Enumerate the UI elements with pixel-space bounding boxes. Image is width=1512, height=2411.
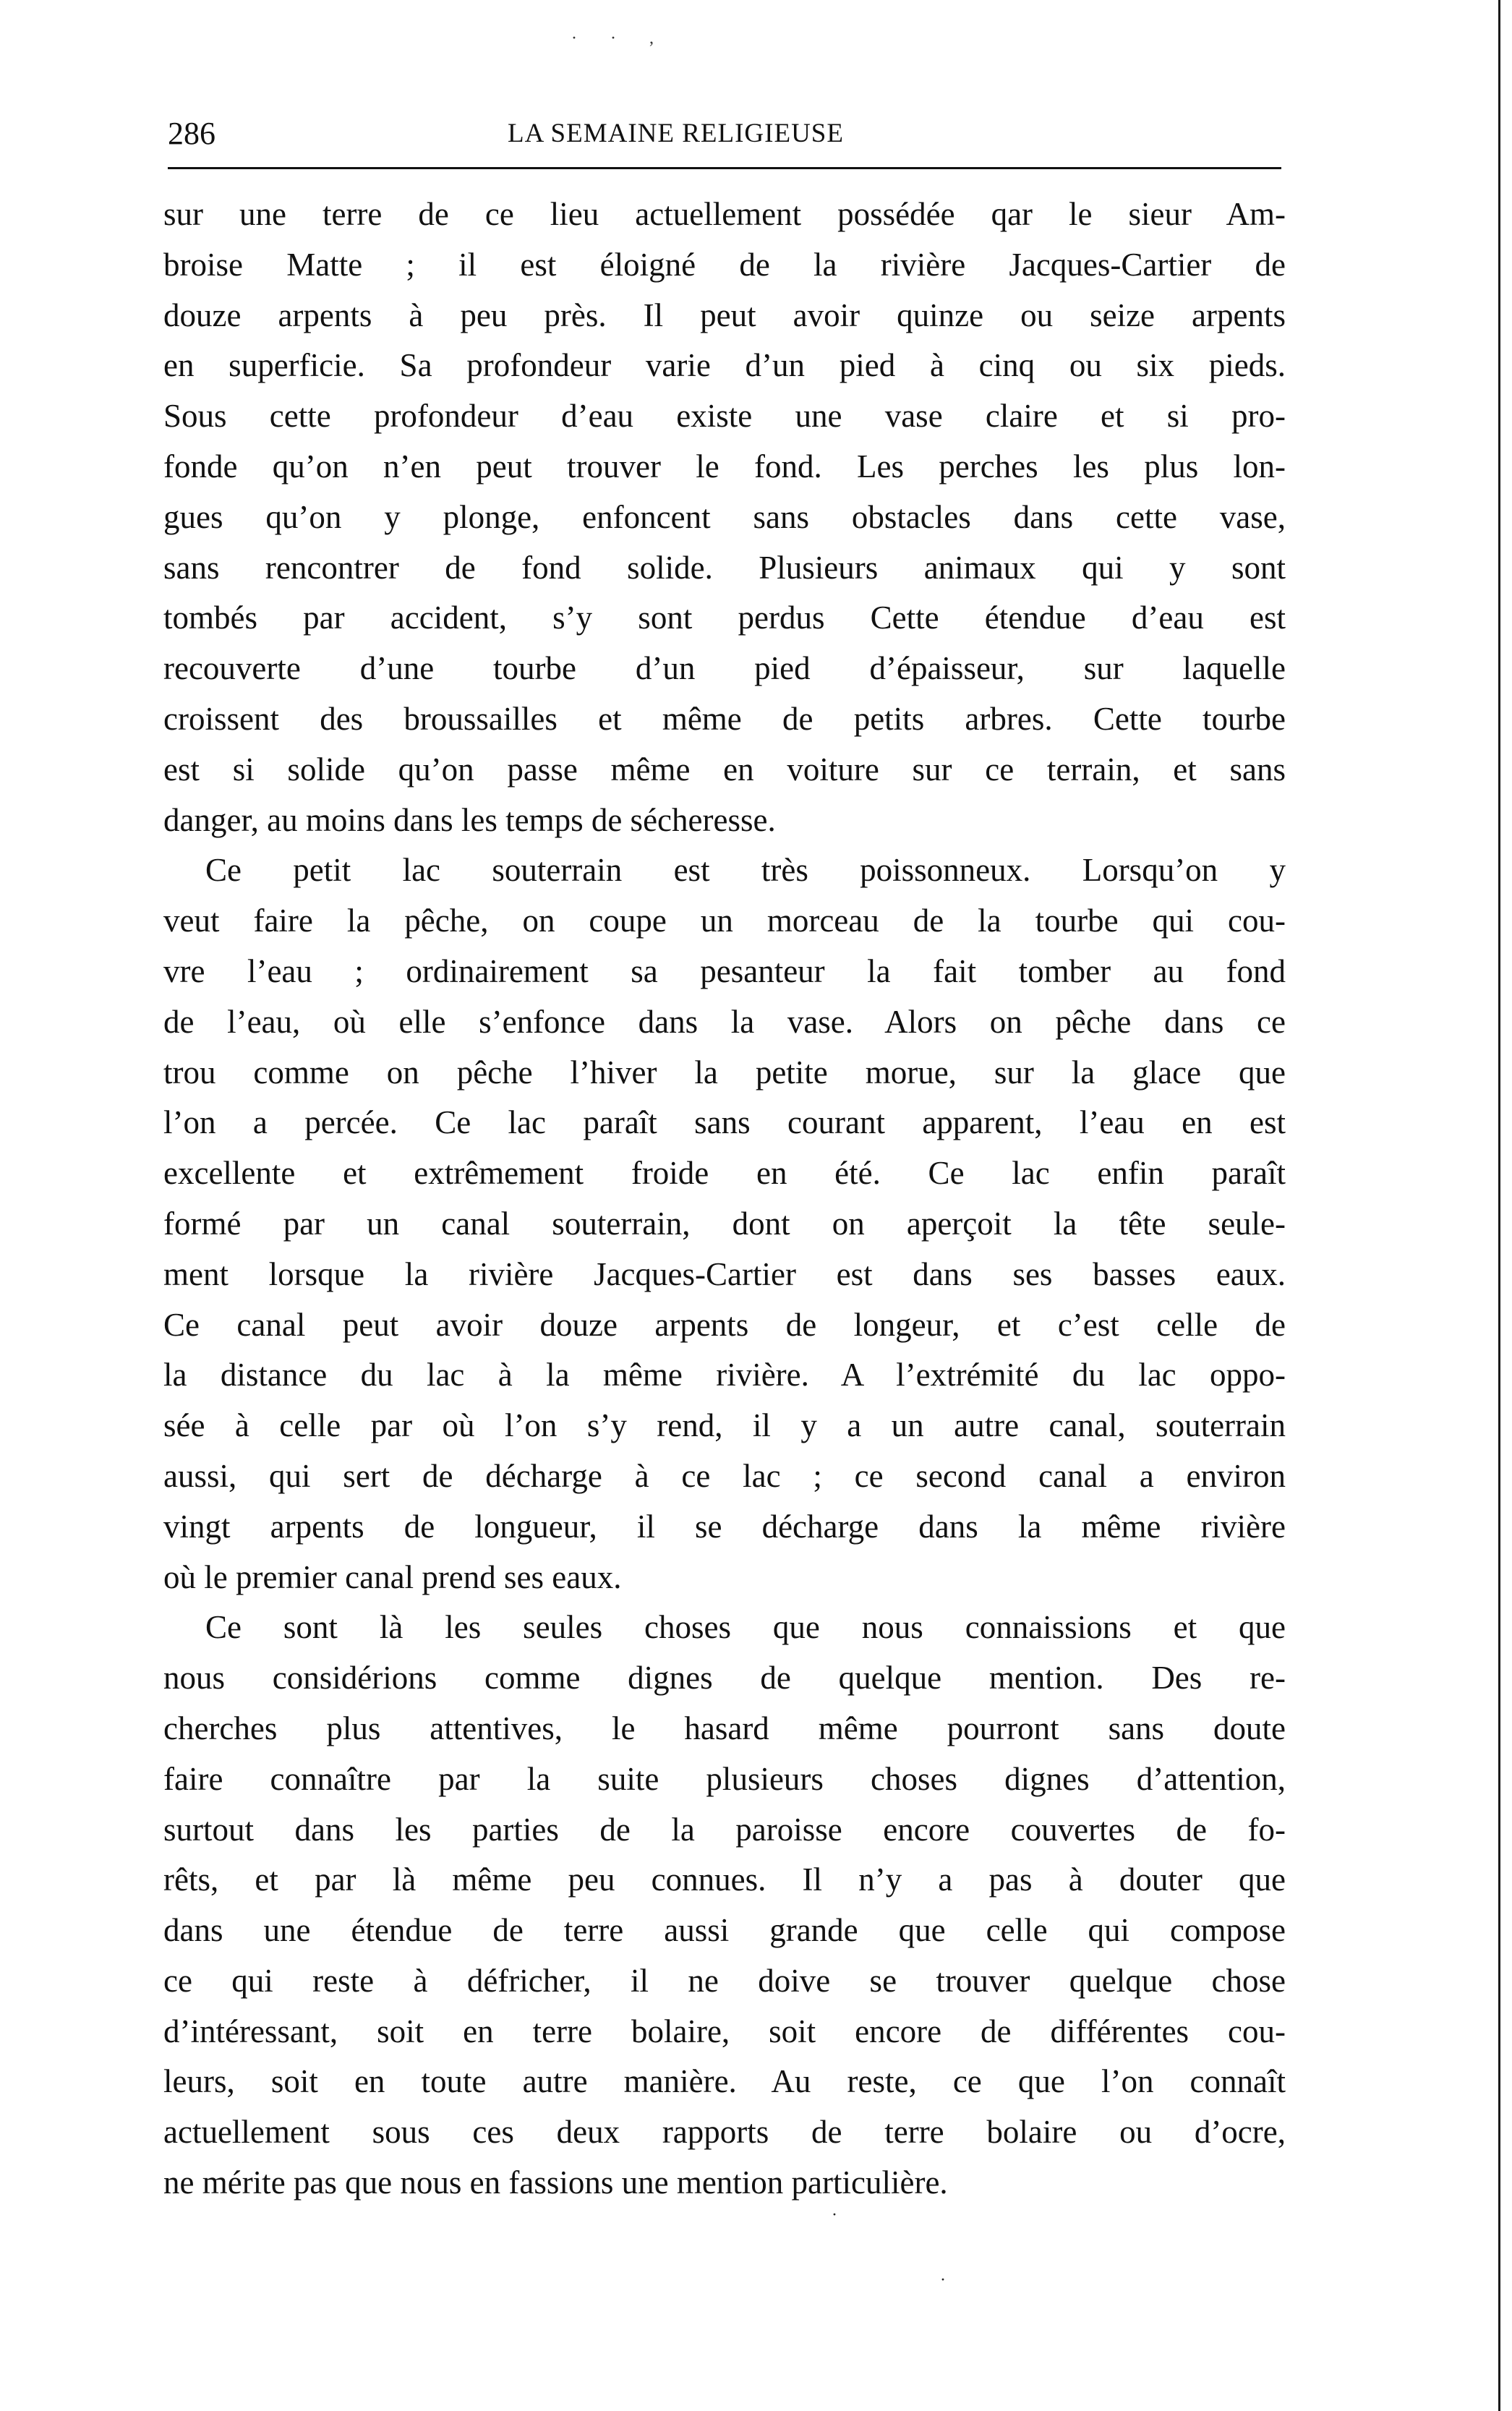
- text-line: sur une terre de ce lieu actuellement possédée qar le sieur Am-: [163, 196, 1286, 232]
- text-line: vingt arpents de longueur, il se décharge dans la même rivière: [163, 1508, 1286, 1545]
- text-line: veut faire la pêche, on coupe un morceau de la tourbe qui cou-: [163, 902, 1286, 939]
- text-line: d’intéressant, soit en terre bolaire, soit encore de différentes cou-: [163, 2013, 1286, 2049]
- paragraph-end-line: ne mérite pas que nous en fassions une mention particulière.: [163, 2164, 948, 2201]
- paragraph-start-line: Ce petit lac souterrain est très poissonneux. Lorsqu’on y: [205, 852, 1286, 889]
- page-header: [168, 112, 1281, 155]
- paragraph-end-line: danger, au moins dans les temps de sécheresse.: [163, 801, 776, 838]
- text-line: Sous cette profondeur d’eau existe une vase claire et si pro-: [163, 398, 1286, 435]
- text-line: vre l’eau ; ordinairement sa pesanteur la fait tomber au fond: [163, 952, 1286, 989]
- text-line: croissent des broussailles et même de petits arbres. Cette tourbe: [163, 700, 1286, 737]
- text-line: l’on a percée. Ce lac paraît sans courant apparent, l’eau en est: [163, 1104, 1286, 1141]
- text-line: faire connaître par la suite plusieurs choses dignes d’attention,: [163, 1760, 1286, 1797]
- text-line: dans une étendue de terre aussi grande que celle qui compose: [163, 1912, 1286, 1949]
- scan-speck: ·: [832, 2206, 837, 2224]
- text-line: gues qu’on y plonge, enfoncent sans obstacles dans cette vase,: [163, 498, 1286, 535]
- text-line: leurs, soit en toute autre manière. Au reste, ce que l’on connaît: [163, 2063, 1286, 2100]
- text-line: ce qui reste à défricher, il ne doive se trouver quelque chose: [163, 1962, 1286, 1999]
- text-line: en superficie. Sa profondeur varie d’un pied à cinq ou six pieds.: [163, 347, 1286, 384]
- text-line: de l’eau, où elle s’enfonce dans la vase. Alors on pêche dans ce: [163, 1003, 1286, 1040]
- text-line: Ce canal peut avoir douze arpents de longeur, et c’est celle de: [163, 1306, 1286, 1343]
- text-line: sée à celle par où l’on s’y rend, il y a un autre canal, souterrain: [163, 1407, 1286, 1444]
- page-number: 286: [168, 116, 215, 151]
- scan-edge-line: [1498, 0, 1500, 2411]
- scan-speck: ·: [940, 2271, 946, 2290]
- text-line: cherches plus attentives, le hasard même pourront sans doute: [163, 1710, 1286, 1746]
- text-line: sans rencontrer de fond solide. Plusieurs animaux qui y sont: [163, 549, 1286, 586]
- text-line: fonde qu’on n’en peut trouver le fond. Les perches les plus lon-: [163, 448, 1286, 485]
- text-line: broise Matte ; il est éloigné de la rivière Jacques-Cartier de: [163, 246, 1286, 283]
- text-line: ment lorsque la rivière Jacques-Cartier est dans ses basses eaux.: [163, 1255, 1286, 1292]
- text-line: trou comme on pêche l’hiver la petite morue, sur la glace que: [163, 1054, 1286, 1091]
- body-text: [163, 189, 1286, 2209]
- text-line: la distance du lac à la même rivière. A l’extrémité du lac oppo-: [163, 1357, 1286, 1394]
- header-rule: [168, 167, 1281, 169]
- text-line: recouverte d’une tourbe d’un pied d’épaisseur, sur laquelle: [163, 650, 1286, 687]
- text-line: est si solide qu’on passe même en voiture sur ce terrain, et sans: [163, 751, 1286, 788]
- running-title: LA SEMAINE RELIGIEUSE: [508, 119, 844, 148]
- paragraph-end-line: où le premier canal prend ses eaux.: [163, 1558, 622, 1595]
- text-line: excellente et extrêmement froide en été. Ce lac enfin paraît: [163, 1155, 1286, 1192]
- scan-specks: · · ,: [571, 29, 668, 48]
- text-line: aussi, qui sert de décharge à ce lac ; ce second canal a environ: [163, 1457, 1286, 1494]
- text-line: nous considérions comme dignes de quelque mention. Des re-: [163, 1660, 1286, 1697]
- text-line: surtout dans les parties de la paroisse encore couvertes de fo-: [163, 1811, 1286, 1848]
- paragraph-start-line: Ce sont là les seules choses que nous connaissions et que: [205, 1609, 1286, 1646]
- text-line: actuellement sous ces deux rapports de terre bolaire ou d’ocre,: [163, 2114, 1286, 2151]
- text-line: rêts, et par là même peu connues. Il n’y a pas à douter que: [163, 1861, 1286, 1898]
- text-line: formé par un canal souterrain, dont on aperçoit la tête seule-: [163, 1205, 1286, 1242]
- text-line: douze arpents à peu près. Il peut avoir quinze ou seize arpents: [163, 296, 1286, 333]
- text-line: tombés par accident, s’y sont perdus Cette étendue d’eau est: [163, 599, 1286, 636]
